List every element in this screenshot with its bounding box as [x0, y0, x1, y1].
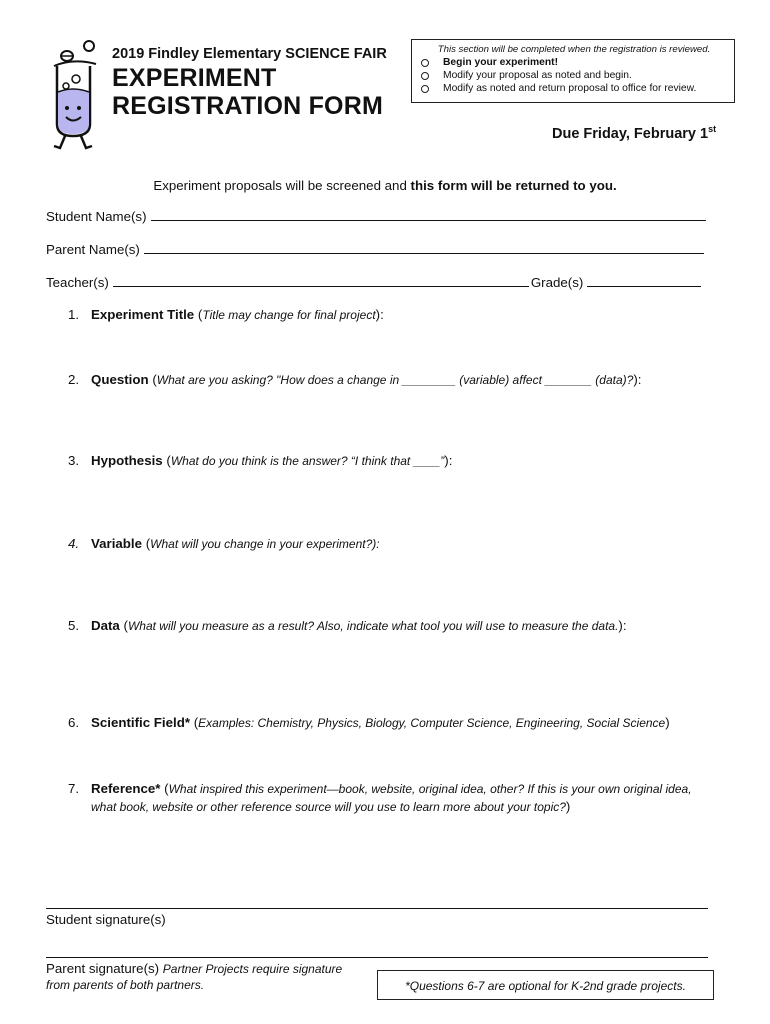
form-title	[112, 64, 383, 120]
question-item	[68, 453, 452, 468]
question-item	[68, 618, 627, 633]
question-item	[68, 715, 670, 730]
due-date-text: Due Friday, February 1	[552, 126, 709, 142]
form-title-line-1: EXPERIMENT	[112, 64, 277, 92]
intro-bold: this form will be returned to you.	[410, 178, 617, 193]
item-hint-continued	[68, 798, 728, 816]
item-close: ):	[618, 618, 627, 633]
teacher-grade-field	[46, 274, 701, 290]
due-date	[552, 124, 716, 142]
item-number: 2.	[68, 372, 80, 387]
item-close: ):	[375, 307, 384, 322]
question-item	[68, 372, 641, 387]
radio-circle-icon[interactable]	[421, 59, 429, 67]
item-title: Data	[91, 618, 120, 633]
item-hint: What are you asking? "How does a change in ________ (variable) affect _______ (data)?	[156, 373, 634, 387]
item-close: ):	[633, 372, 642, 387]
item-hint: What do you think is the answer? “I think that ____”	[170, 454, 445, 468]
item-title: Hypothesis	[91, 453, 163, 468]
item-title: Scientific Field*	[91, 715, 191, 730]
parent-signature-note-2: from parents of both partners.	[46, 978, 205, 992]
due-date-suffix: st	[708, 124, 717, 134]
intro-plain: Experiment proposals will be screened and	[153, 178, 411, 193]
review-option-modify-begin	[420, 69, 728, 82]
parent-signature-block	[46, 961, 342, 993]
parent-signature-line[interactable]	[46, 957, 708, 958]
review-option-label: Modify as noted and return proposal to office for review.	[443, 83, 697, 94]
item-hint: What will you measure as a result? Also, indicate what tool you will use to measure the data.	[127, 619, 619, 633]
optional-questions-note: *Questions 6-7 are optional for K-2nd grade projects.	[377, 970, 714, 1000]
item-hint: What inspired this experiment—book, website, original idea, other? If this is your own original idea,	[168, 782, 692, 796]
review-option-modify-return	[420, 82, 728, 95]
teacher-label: Teacher(s)	[46, 275, 109, 290]
review-option-label: Begin your experiment!	[443, 57, 559, 68]
parent-name-input[interactable]	[144, 241, 704, 254]
teacher-input[interactable]	[113, 274, 529, 287]
parent-name-field	[46, 241, 704, 257]
item-hint: Examples: Chemistry, Physics, Biology, Computer Science, Engineering, Social Science	[198, 716, 666, 730]
question-item	[68, 307, 384, 322]
question-item	[68, 780, 728, 816]
beaker-mascot-icon	[40, 36, 106, 152]
item-number: 4.	[68, 536, 80, 551]
item-close: ):	[444, 453, 453, 468]
item-number: 6.	[68, 715, 80, 730]
fair-title: 2019 Findley Elementary SCIENCE FAIR	[112, 46, 387, 62]
item-title: Question	[91, 372, 149, 387]
review-box	[411, 39, 735, 103]
review-note: This section will be completed when the registration is reviewed.	[437, 44, 711, 55]
item-open: (	[162, 453, 171, 468]
item-open: (	[194, 307, 203, 322]
student-name-field	[46, 208, 706, 224]
item-close: )	[565, 799, 571, 814]
student-name-label: Student Name(s)	[46, 209, 147, 224]
item-close: )	[665, 715, 670, 730]
item-title: Experiment Title	[91, 307, 195, 322]
item-number: 7.	[68, 781, 80, 796]
parent-signature-note: Partner Projects require signature	[162, 962, 343, 976]
parent-signature-label: Parent signature(s)	[46, 961, 163, 976]
item-title: Reference*	[91, 781, 161, 796]
item-number: 5.	[68, 618, 80, 633]
student-signature-line[interactable]	[46, 908, 708, 909]
review-option-label: Modify your proposal as noted and begin.	[443, 70, 632, 81]
item-open: (	[142, 536, 151, 551]
item-open: (	[160, 781, 169, 796]
radio-circle-icon[interactable]	[421, 72, 429, 80]
grade-label: Grade(s)	[530, 275, 584, 290]
item-open: (	[119, 618, 128, 633]
form-title-line-2: REGISTRATION FORM	[112, 92, 383, 120]
item-open: (	[190, 715, 199, 730]
intro-text	[0, 178, 770, 193]
item-title: Variable	[91, 536, 143, 551]
item-number: 3.	[68, 453, 80, 468]
parent-name-label: Parent Name(s)	[46, 242, 140, 257]
radio-circle-icon[interactable]	[421, 85, 429, 93]
question-item	[68, 536, 380, 551]
item-open: (	[148, 372, 157, 387]
item-hint: What will you change in your experiment?):	[150, 537, 380, 551]
student-signature-label: Student signature(s)	[46, 912, 166, 927]
review-option-begin	[420, 56, 728, 69]
item-hint-2: what book, website or other reference source will you use to learn more about your topic?	[91, 800, 566, 814]
item-number: 1.	[68, 307, 80, 322]
item-hint: Title may change for final project	[202, 308, 376, 322]
grade-input[interactable]	[587, 274, 701, 287]
student-name-input[interactable]	[151, 208, 706, 221]
